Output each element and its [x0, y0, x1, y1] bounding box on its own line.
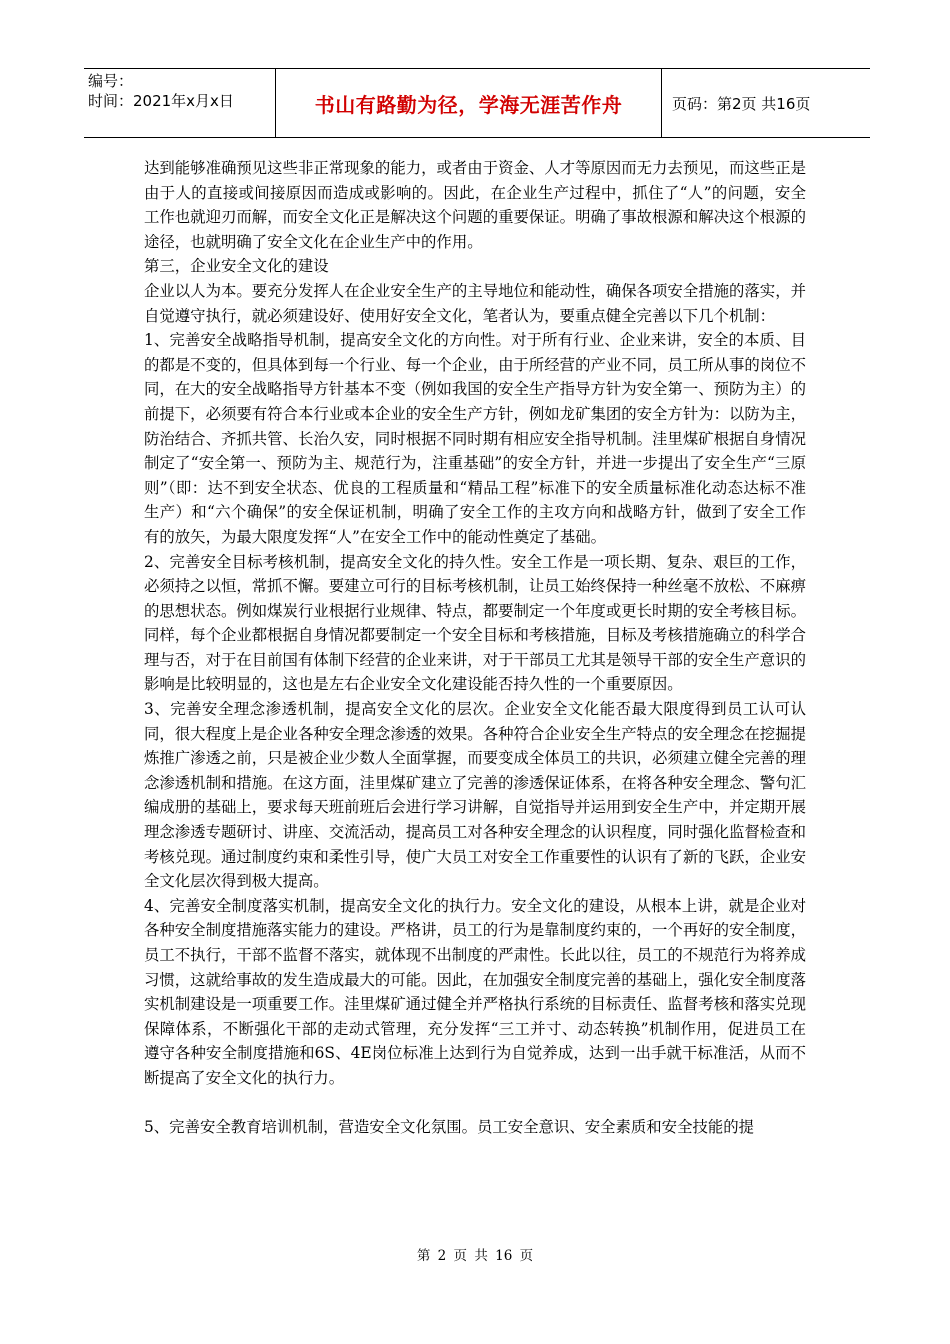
header-motto: 书山有路勤为径，学海无涯苦作舟: [276, 69, 662, 137]
list-item-paragraph: 2、完善安全目标考核机制，提高安全文化的持久性。安全工作是一项长期、复杂、艰巨的工作，必须持之以恒，常抓不懈。要建立可行的目标考核机制，让员工始终保持一种丝毫不放松、不麻痹的思想状态。例如煤炭行业根据行业规律、特点，都要制定一个年度或更长时期的安全考核目标。同样，每个企业都根据自身情况都要制定一个安全目标和考核措施，目标及考核措施确立的科学合理与否，对于在目前国有体制下经营的企业来讲，对于干部员工尤其是领导干部的安全生产意识的影响是比较明显的，这也是左右企业安全文化建设能否持久性的一个重要原因。: [144, 552, 806, 694]
section-heading: 第三，企业安全文化的建设: [144, 257, 329, 276]
document-body: [144, 156, 806, 1139]
document-date-label: 时间：2021年x月x日: [88, 92, 234, 110]
list-item-paragraph: 4、完善安全制度落实机制，提高安全文化的执行力。安全文化的建设，从根本上讲，就是企业对各种安全制度措施落实能力的建设。严格讲，员工的行为是靠制度约束的，一个再好的安全制度，员工不执行，干部不监督不落实，就体现不出制度的严肃性。长此以往，员工的不规范行为将养成习惯，这就给事故的发生造成最大的可能。因此，在加强安全制度完善的基础上，强化安全制度落实机制建设是一项重要工作。洼里煤矿通过健全并严格执行系统的目标责任、监督考核和落实兑现保障体系，不断强化干部的走动式管理，充分发挥“三工并寸、动态转换”机制作用，促进员工在遵守各种安全制度措施和6S、4E岗位标准上达到行为自觉养成，达到一出手就干标准活，从而不断提高了安全文化的执行力。: [144, 896, 806, 1087]
header-page-number: 页码：第2页 共16页: [672, 94, 811, 113]
body-paragraph: 企业以人为本。要充分发挥人在企业安全生产的主导地位和能动性，确保各项安全措施的落实，并自觉遵守执行，就必须建设好、使用好安全文化，笔者认为，要重点健全完善以下几个机制：: [144, 281, 806, 325]
page-footer: 第 2 页 共 16 页: [416, 1248, 534, 1264]
document-header: [84, 68, 870, 138]
header-meta: [84, 69, 276, 137]
list-item-paragraph: 5、完善安全教育培训机制，营造安全文化氛围。员工安全意识、安全素质和安全技能的提: [144, 1117, 755, 1136]
body-paragraph: 达到能够准确预见这些非正常现象的能力，或者由于资金、人才等原因而无力去预见，而这些正是由于人的直接或间接原因而造成或影响的。因此，在企业生产过程中，抓住了“人”的问题，安全工作也就迎刃而解，而安全文化正是解决这个问题的重要保证。明确了事故根源和解决这个根源的途径，也就明确了安全文化在企业生产中的作用。: [144, 159, 806, 251]
list-item-paragraph: 1、完善安全战略指导机制，提高安全文化的方向性。对于所有行业、企业来讲，安全的本质、目的都是不变的，但具体到每一个行业、每一个企业，由于所经营的产业不同，员工所从事的岗位不同，在大的安全战略指导方针基本不变（例如我国的安全生产指导方针为安全第一、预防为主）的前提下，必须要有符合本行业或本企业的安全生产方针，例如龙矿集团的安全方针为：以防为主，防治结合、齐抓共管、长治久安，同时根据不同时期有相应安全指导机制。洼里煤矿根据自身情况制定了“安全第一、预防为主、规范行为，注重基础”的安全方针，并进一步提出了安全生产“三原则”（即：达不到安全状态、优良的工程质量和“精品工程”标准下的安全质量标准化动态达标不准生产）和“六个确保”的安全保证机制，明确了安全工作的主攻方向和战略方针，做到了安全工作有的放矢，为最大限度发挥“人”在安全工作中的能动性奠定了基础。: [144, 331, 806, 546]
list-item-paragraph: 3、完善安全理念渗透机制，提高安全文化的层次。企业安全文化能否最大限度得到员工认可认同，很大程度上是企业各种安全理念渗透的效果。各种符合企业安全生产特点的安全理念在挖掘提炼推广渗透之前，只是被企业少数人全面掌握，而要变成全体员工的共识，必须建立健全完善的理念渗透机制和措施。在这方面，洼里煤矿建立了完善的渗透保证体系，在将各种安全理念、警句汇编成册的基础上，要求每天班前班后会进行学习讲解，自觉指导并运用到安全生产中，并定期开展理念渗透专题研讨、讲座、交流活动，提高员工对各种安全理念的认识程度，同时强化监督检查和考核兑现。通过制度约束和柔性引导，使广大员工对安全工作重要性的认识有了新的飞跃，企业安全文化层次得到极大提高。: [144, 700, 806, 891]
document-number-label: 编号：: [88, 72, 134, 90]
